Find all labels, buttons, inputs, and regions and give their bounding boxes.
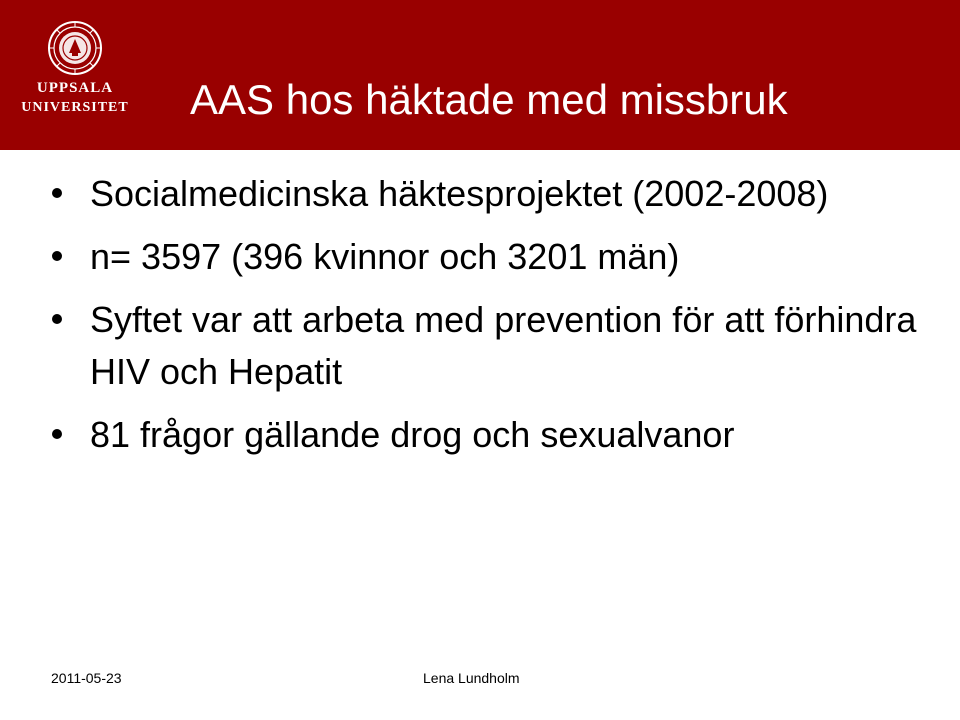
- footer-date: 2011-05-23: [51, 670, 122, 686]
- university-seal-icon: [47, 20, 103, 76]
- bullet-item: [50, 409, 930, 461]
- bullet-text: Syftet var att arbeta med prevention för att förhindra HIV och Hepatit: [90, 299, 917, 392]
- bullet-dot-icon: [52, 251, 62, 261]
- logo-text-uppsala: UPPSALA: [36, 80, 114, 96]
- slide-title: AAS hos häktade med missbruk: [190, 76, 788, 123]
- bullet-dot-icon: [52, 188, 62, 198]
- bullet-item: [50, 231, 930, 283]
- logo-text-universitet: UNIVERSITET: [21, 100, 129, 115]
- bullet-item: [50, 168, 930, 220]
- bullet-text: Socialmedicinska häktesprojektet (2002-2008): [90, 173, 829, 214]
- bullet-text: n= 3597 (396 kvinnor och 3201 män): [90, 236, 680, 277]
- bullet-list: [50, 168, 930, 472]
- uppsala-university-logo: [10, 14, 140, 134]
- header-bar: [0, 0, 960, 150]
- bullet-item: [50, 294, 930, 398]
- bullet-dot-icon: [52, 429, 62, 439]
- footer-author: Lena Lundholm: [423, 670, 520, 686]
- bullet-text: 81 frågor gällande drog och sexualvanor: [90, 414, 735, 455]
- bullet-dot-icon: [52, 314, 62, 324]
